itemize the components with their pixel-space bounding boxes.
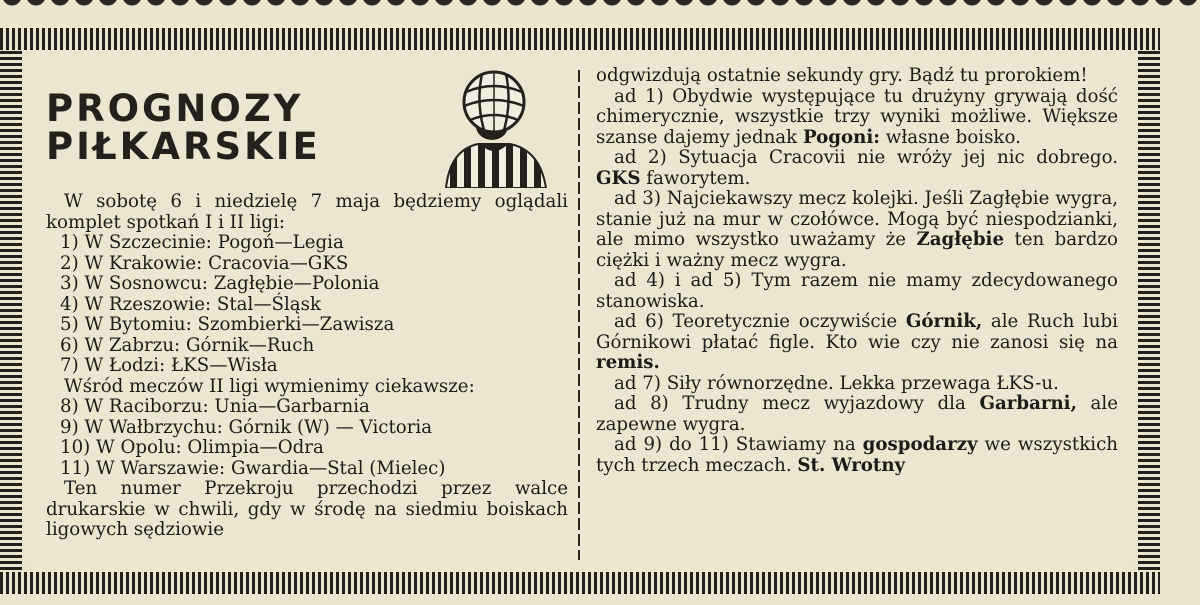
prediction-text: ad 9) do 11) Stawiamy na	[614, 434, 856, 455]
title-line-2: PIŁKARSKIE	[46, 125, 321, 168]
left-column	[46, 192, 568, 541]
highlighted-team: Zagłębie	[916, 229, 1005, 250]
list-item: 1) W Szczecinie: Pogoń—Legia	[60, 232, 344, 253]
prediction-text: ale zapewne wygra.	[596, 393, 1118, 435]
prediction-text: ad 1) Obydwie występujące tu drużyny grywają dość chimerycznie, wszystkie trzy wyniki możliwe. Większe szanse dajemy jednak	[596, 85, 1118, 148]
prediction-ad8	[596, 394, 1118, 435]
prediction-text: własne boisko.	[885, 126, 1021, 148]
article-frame	[0, 28, 1160, 594]
closing-paragraph: Ten numer Przekroju przechodzi przez walce drukarskie w chwili, gdy w środę na siedmiu boiskach ligowych sędziowie	[46, 478, 568, 540]
prediction-text: ad 3) Najciekawszy mecz kolejki. Jeśli Zagłębie wygra, stanie już na mur w czołówce. Mogą być niespodzianki, ale mimo wszystko uważamy że	[596, 188, 1118, 250]
list-item: 2) W Krakowie: Cracovia—GKS	[60, 252, 349, 274]
list-item: 10) W Opolu: Olimpia—Odra	[60, 437, 324, 458]
football-player-icon	[436, 70, 552, 188]
list-item: 6) W Zabrzu: Górnik—Ruch	[60, 334, 315, 356]
highlighted-team: gospodarzy	[862, 434, 978, 455]
article-body	[26, 54, 1134, 566]
decorative-top-strip	[0, 0, 1200, 10]
prediction-text: ten bardzo ciężki i ważny mecz wygra.	[596, 229, 1118, 271]
intro-paragraph: W sobotę 6 i niedzielę 7 maja będziemy oglądali komplet spotkań I i II ligi:	[46, 191, 568, 233]
prediction-ad4-5: ad 4) i ad 5) Tym razem nie mamy zdecydowanego stanowiska.	[596, 270, 1118, 312]
second-league-match-list	[46, 397, 568, 479]
highlighted-team: Garbarni,	[979, 393, 1077, 414]
title-line-1: PROGNOZY	[46, 87, 304, 130]
continuation-paragraph: odgwizdują ostatnie sekundy gry. Bądź tu prorokiem!	[596, 65, 1088, 86]
column-divider	[578, 70, 580, 560]
prediction-ad6	[596, 312, 1118, 374]
author-signature: St. Wrotny	[797, 454, 906, 476]
highlighted-result: remis.	[596, 352, 660, 373]
prediction-ad7: ad 7) Siły równorzędne. Lekka przewaga ŁKS-u.	[614, 372, 1059, 394]
prediction-ad1	[596, 87, 1118, 149]
list-item: 9) W Wałbrzychu: Górnik (W) — Victoria	[60, 416, 433, 438]
prediction-text: ale Ruch lubi Górnikowi płatać figle. Kto wie czy nie zanosi się na	[596, 311, 1118, 353]
article-title	[46, 87, 321, 168]
highlighted-team: GKS	[596, 167, 641, 189]
prediction-ad9-11	[596, 435, 1118, 476]
right-column	[596, 66, 1118, 476]
highlighted-team: Górnik,	[905, 311, 983, 332]
prediction-text: ad 6) Teoretycznie oczywiście	[614, 311, 898, 332]
prediction-ad3	[596, 189, 1118, 271]
first-league-match-list	[46, 233, 568, 377]
list-item: 8) W Raciborzu: Unia—Garbarnia	[60, 396, 370, 417]
highlighted-team: Pogoni:	[802, 126, 880, 148]
second-league-intro: Wśród meczów II ligi wymienimy ciekawsze:	[64, 375, 475, 397]
list-item: 11) W Warszawie: Gwardia—Stal (Mielec)	[60, 457, 446, 479]
list-item: 7) W Łodzi: ŁKS—Wisła	[60, 355, 278, 376]
list-item: 5) W Bytomiu: Szombierki—Zawisza	[60, 314, 395, 335]
prediction-text: faworytem.	[646, 167, 751, 189]
prediction-ad2	[596, 148, 1118, 189]
list-item: 4) W Rzeszowie: Stal—Śląsk	[60, 293, 321, 315]
prediction-text: we wszystkich tych trzech meczach.	[596, 434, 1118, 476]
prediction-text: ad 2) Sytuacja Cracovii nie wróży jej nic dobrego.	[614, 147, 1118, 168]
prediction-text: ad 8) Trudny mecz wyjazdowy dla	[614, 393, 966, 414]
list-item: 3) W Sosnowcu: Zagłębie—Polonia	[60, 273, 380, 294]
